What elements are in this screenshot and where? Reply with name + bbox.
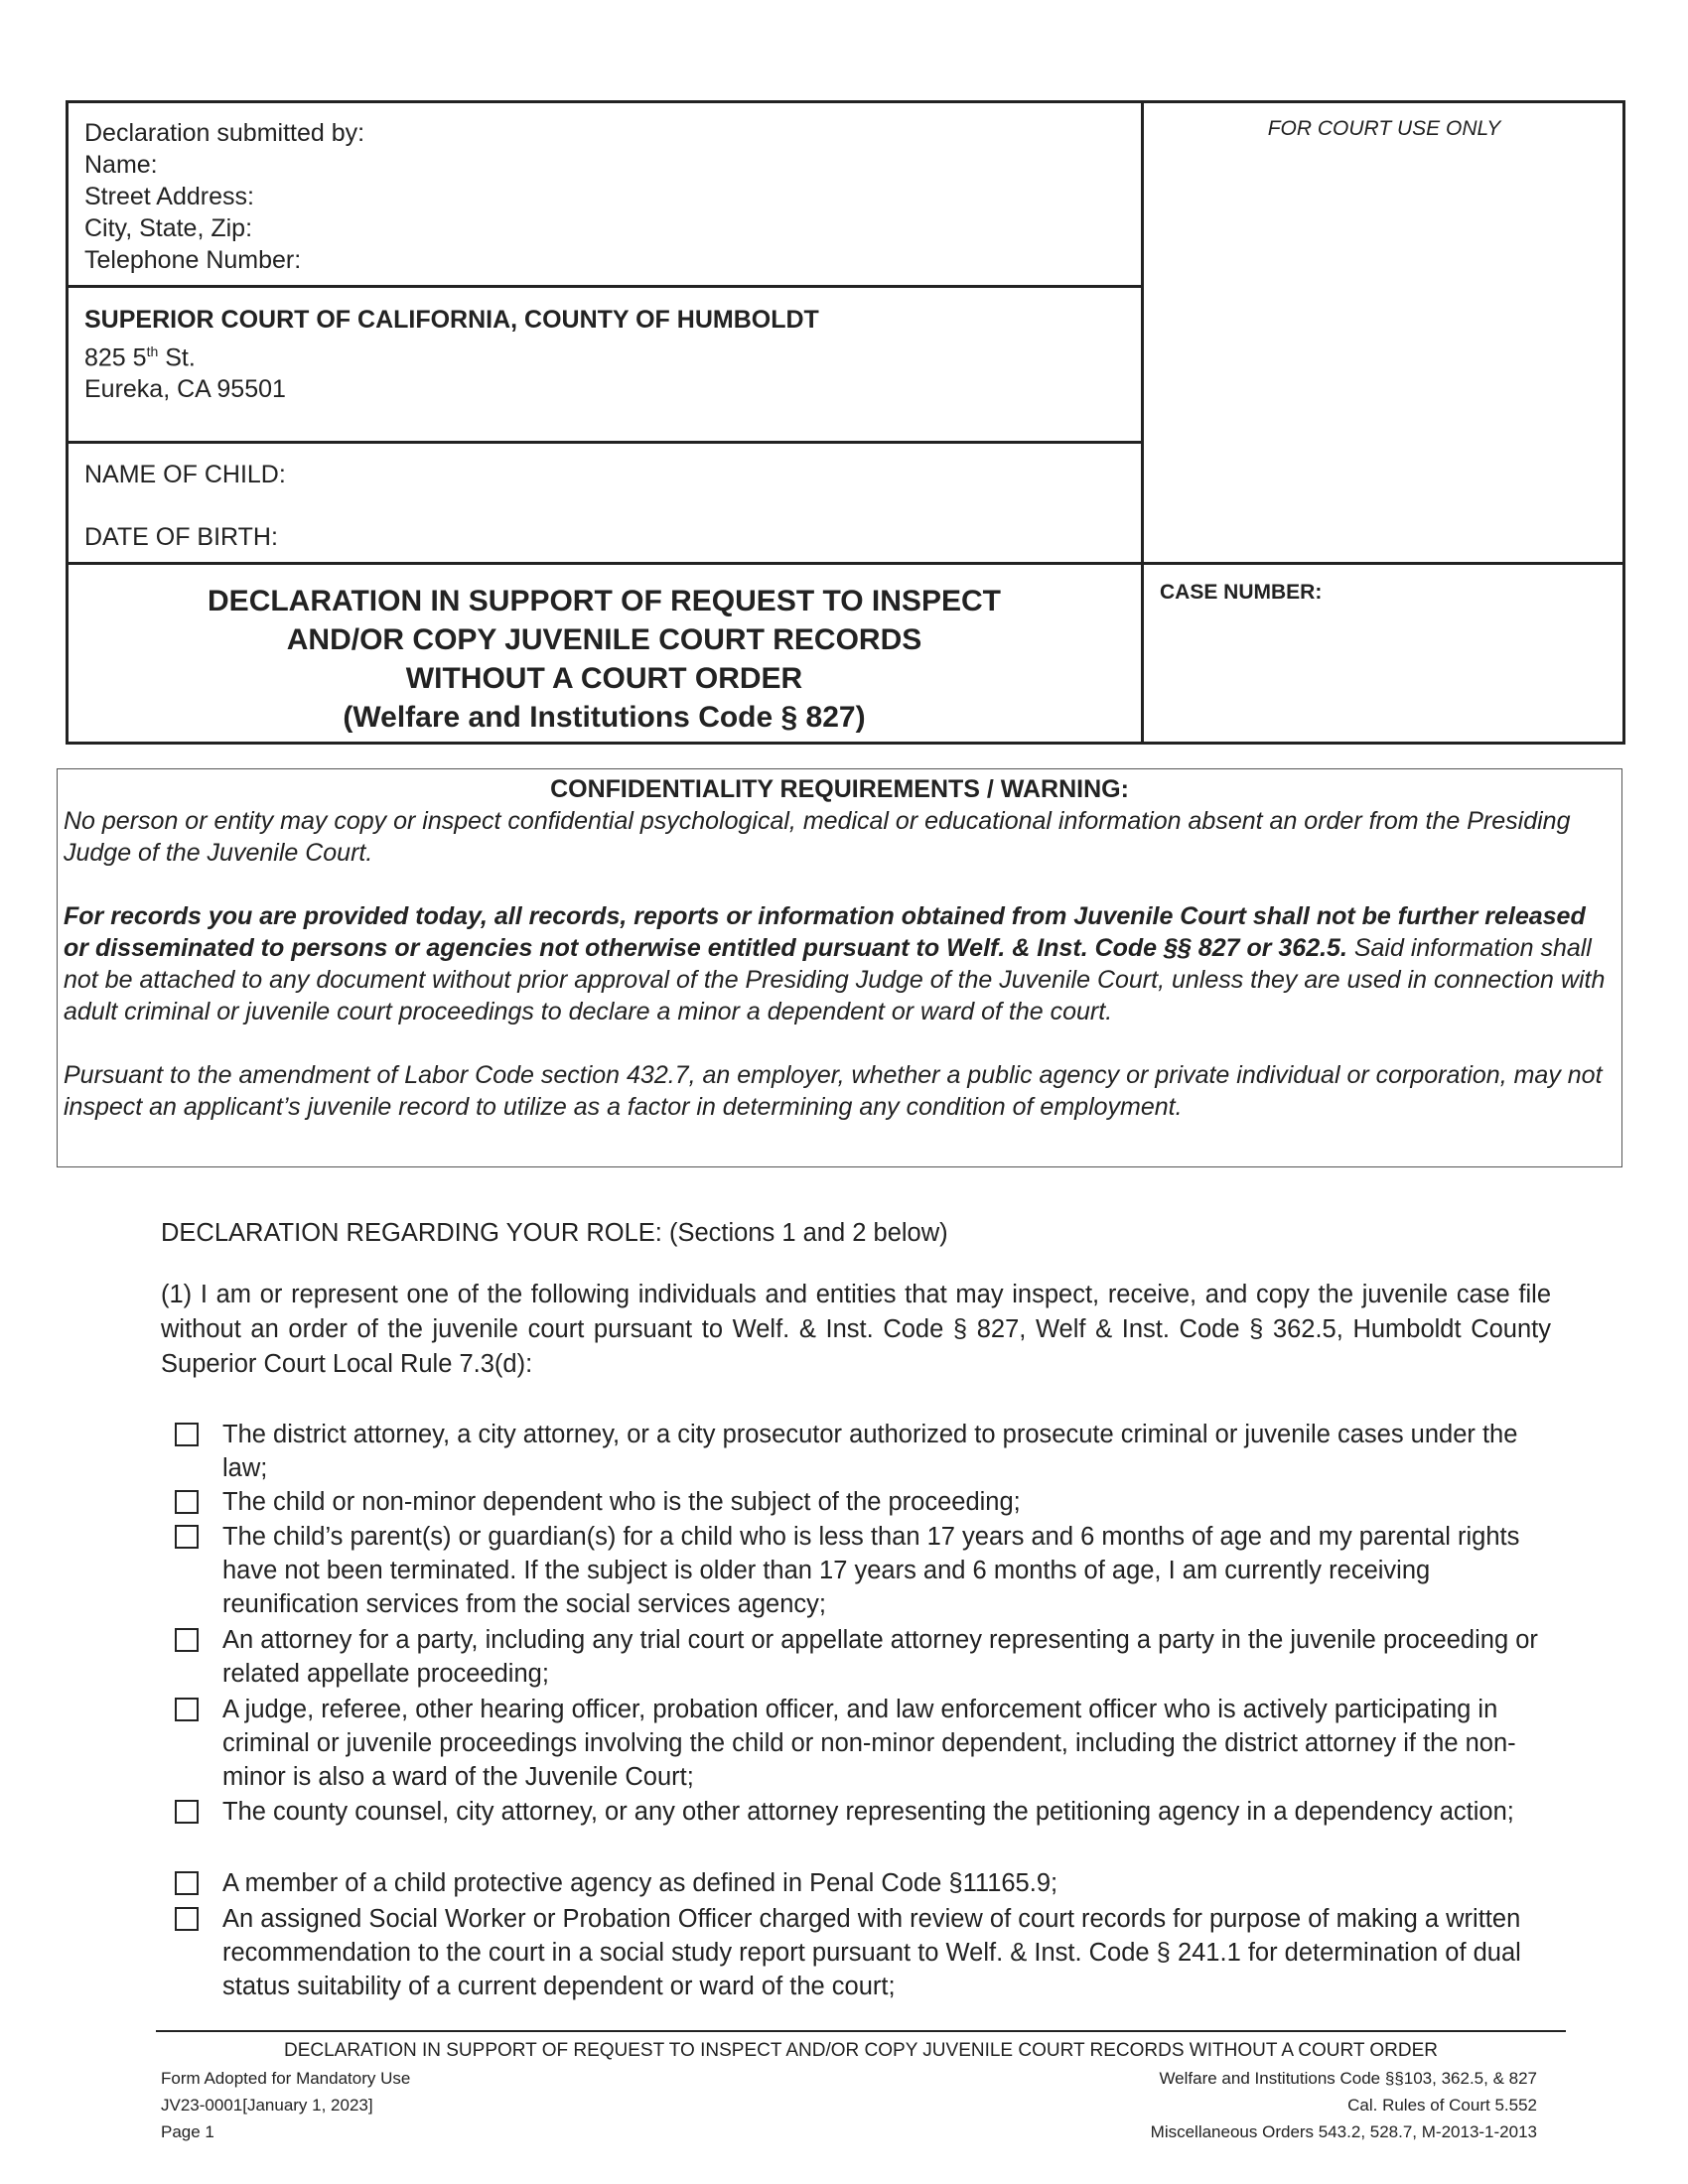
role-checkbox[interactable] (175, 1800, 199, 1824)
role-option-text: A judge, referee, other hearing officer, probation officer, and law enforcement officer who is actively participating in criminal or juvenile proceedings involving the child or non-minor dependent, including the district attorney if the non-minor is also a ward of the Juvenile Court; (222, 1696, 1516, 1791)
role-option-text: A member of a child protective agency as defined in Penal Code §11165.9; (222, 1869, 1058, 1897)
street-field[interactable]: Street Address: (84, 183, 254, 210)
warning-rest: Said information shall not be attached to any document without prior approval of the Presiding Judge of the Juvenile Court, unless they are used in connection with adult criminal or juvenile court proceedings to declare a minor a dependent or ward of the court. (64, 934, 1606, 1025)
address-number: 825 5 (84, 343, 147, 372)
divider (66, 285, 1143, 288)
footer-rules: Cal. Rules of Court 5.552 (1347, 2096, 1537, 2115)
role-option-text: The child or non-minor dependent who is the subject of the proceeding; (222, 1488, 1021, 1516)
declaration-heading: DECLARATION REGARDING YOUR ROLE: (Sections 1 and 2 below) (161, 1219, 948, 1247)
footer-page: Page 1 (161, 2122, 214, 2141)
role-checkbox[interactable] (175, 1907, 199, 1931)
footer-orders: Miscellaneous Orders 543.2, 528.7, M-2013-1-2013 (1150, 2122, 1537, 2141)
role-checkbox[interactable] (175, 1871, 199, 1895)
role-option-text: The county counsel, city attorney, or any other attorney representing the petitioning agency in a dependency action; (222, 1798, 1514, 1826)
court-name: SUPERIOR COURT OF CALIFORNIA, COUNTY OF HUMBOLDT (84, 306, 819, 334)
role-checkbox[interactable] (175, 1698, 199, 1721)
role-option-text: An assigned Social Worker or Probation Officer charged with review of court records for purpose of making a written recommendation to the court in a social study report pursuant to Welf. & Inst. Code § 241.1 for determination of dual status suitability of a current dependent or ward of the court; (222, 1905, 1521, 2000)
footer-title: DECLARATION IN SUPPORT OF REQUEST TO INSPECT AND/OR COPY JUVENILE COURT RECORDS WITHOUT A COURT ORDER (283, 2040, 1439, 2061)
role-option-text: The child’s parent(s) or guardian(s) for a child who is less than 17 years and 6 months of age and my parental rights have not been terminated. If the subject is older than 17 years and 6 months of age, I am currently receiving reunification services from the social services agency; (222, 1523, 1520, 1618)
case-number-field[interactable]: CASE NUMBER: (1160, 581, 1323, 604)
role-checkbox[interactable] (175, 1423, 199, 1446)
title-line: (Welfare and Institutions Code § 827) (343, 701, 866, 734)
child-name-field[interactable]: NAME OF CHILD: (84, 461, 286, 488)
city-field[interactable]: City, State, Zip: (84, 214, 253, 242)
role-checkbox[interactable] (175, 1628, 199, 1652)
court-block (84, 304, 819, 405)
role-option-text: The district attorney, a city attorney, or a city prosecutor authorized to prosecute criminal or juvenile cases under the law; (222, 1421, 1518, 1482)
address-sup: th (146, 343, 159, 359)
footer-rule (156, 2030, 1566, 2032)
submitter-block (84, 117, 364, 276)
form-title (66, 582, 1143, 737)
declaration-intro: (1) I am or represent one of the following individuals and entities that may inspect, receive, and copy the juvenile case file without an order of the juvenile court pursuant to Welf. & Inst. Code § 827, Welf & Inst. Code § 362.5, Humboldt County Superior Court Local Rule 7.3(d): (161, 1281, 1551, 1378)
footer-form-id: JV23-0001[January 1, 2023] (161, 2096, 373, 2115)
confidentiality-p2 (64, 900, 1616, 1027)
title-line: AND/OR COPY JUVENILE COURT RECORDS (286, 623, 922, 656)
title-line: WITHOUT A COURT ORDER (405, 662, 803, 695)
confidentiality-p3: Pursuant to the amendment of Labor Code section 432.7, an employer, whether a public agency or private individual or corporation, may not inspect an applicant’s juvenile record to utilize as a factor in determining any condition of employment. (64, 1061, 1603, 1121)
footer-code: Welfare and Institutions Code §§103, 362.5, & 827 (1159, 2069, 1537, 2088)
name-field[interactable]: Name: (84, 151, 158, 179)
confidentiality-p1: No person or entity may copy or inspect confidential psychological, medical or educational information absent an order from the Presiding Judge of the Juvenile Court. (64, 807, 1571, 867)
confidentiality-box (57, 768, 1622, 1167)
footer-adopted: Form Adopted for Mandatory Use (161, 2069, 411, 2088)
role-checkbox[interactable] (175, 1490, 199, 1514)
court-address-2: Eureka, CA 95501 (84, 375, 286, 404)
court-address-1 (84, 336, 819, 373)
footer-left (161, 2065, 410, 2145)
dob-field[interactable]: DATE OF BIRTH: (84, 523, 278, 551)
confidentiality-heading: CONFIDENTIALITY REQUIREMENTS / WARNING: (550, 775, 1129, 803)
role-checkbox[interactable] (175, 1525, 199, 1549)
divider (66, 441, 1143, 444)
submitted-by-label: Declaration submitted by: (84, 119, 365, 147)
divider (66, 562, 1625, 565)
title-line: DECLARATION IN SUPPORT OF REQUEST TO INSPECT (208, 585, 1001, 617)
role-option-text: An attorney for a party, including any trial court or appellate attorney representing a party in the juvenile proceeding or related appellate proceeding; (222, 1626, 1538, 1688)
address-street: St. (158, 343, 196, 372)
warning-bold: For records you are provided today, all records, reports or information obtained from Juvenile Court shall not be further released or disseminated to persons or agencies not otherwise entitled pursuant to Welf. & Inst. Code §§ 827 or 362.5. (64, 902, 1586, 962)
footer-right (1151, 2065, 1537, 2145)
court-use-label: FOR COURT USE ONLY (1267, 117, 1501, 140)
phone-field[interactable]: Telephone Number: (84, 246, 302, 274)
